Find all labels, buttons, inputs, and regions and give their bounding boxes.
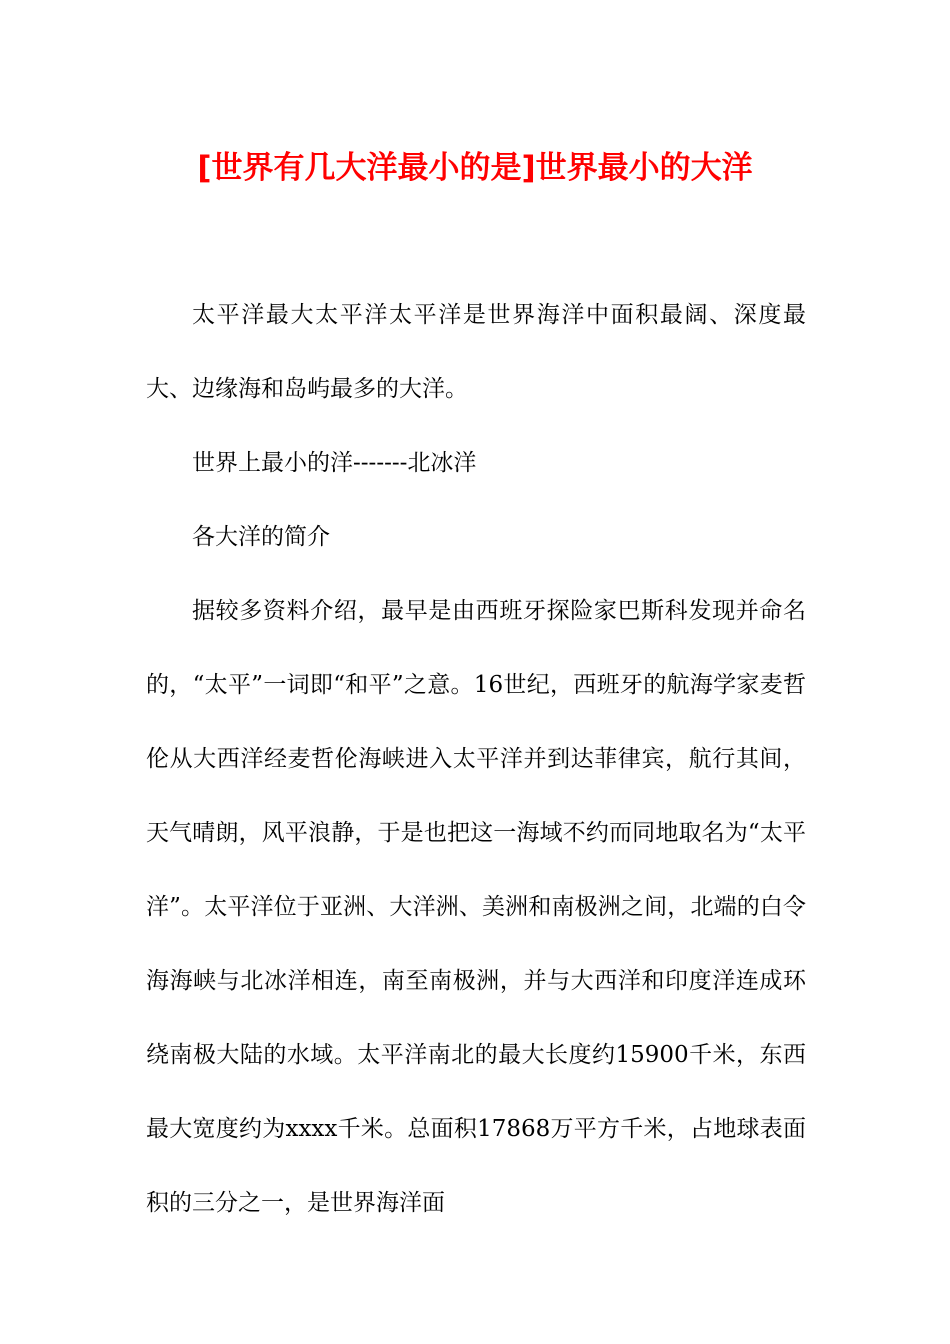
paragraph-ocean-intro-heading: 各大洋的简介 bbox=[192, 524, 330, 550]
paragraph-pacific-largest: 太平洋最大太平洋太平洋是世界海洋中面积最阔、深度最大、边缘海和岛屿最多的大洋。 bbox=[146, 302, 806, 402]
document-title: [世界有几大洋最小的是]世界最小的大洋 bbox=[197, 150, 753, 186]
document-body bbox=[146, 278, 806, 1240]
paragraph-smallest-ocean: 世界上最小的洋-------北冰洋 bbox=[192, 450, 477, 476]
paragraph-pacific-history: 据较多资料介绍，最早是由西班牙探险家巴斯科发现并命名的，“太平”一词即“和平”之意。16世纪，西班牙的航海学家麦哲伦从大西洋经麦哲伦海峡进入太平洋并到达菲律宾，航行其间，天气晴朗，风平浪静，于是也把这一海域不约而同地取名为“太平洋”。太平洋位于亚洲、大洋洲、美洲和南极洲之间，北端的白令海海峡与北冰洋相连，南至南极洲，并与大西洋和印度洋连成环绕南极大陆的水域。太平洋南北的最大长度约15900千米，东西最大宽度约为xxxx千米。总面积17868万平方千米，占地球表面积的三分之一，是世界海洋面 bbox=[146, 598, 806, 1216]
